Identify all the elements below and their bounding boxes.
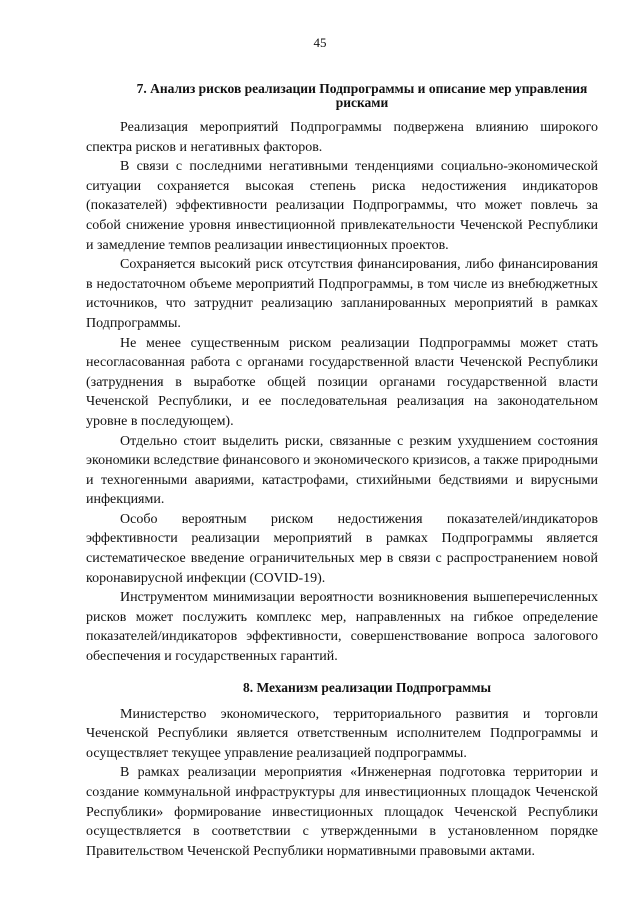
section-7-paragraph: Отдельно стоит выделить риски, связанные с резким ухудшением состояния экономики вследствие финансового и экономического кризисов, а также природными и техногенными авариями, катастрофами, стихийными бедствиями и вирусными инфекциями. [86, 433, 598, 508]
section-7-paragraph: Особо вероятным риском недостижения показателей/индикаторов эффективности реализации мероприятий в рамках Подпрограммы является систематическое введение ограничительных мер в связи с распространением новой коронавирусной инфекции (COVID-19). [86, 511, 598, 586]
section-7-paragraph: Инструментом минимизации вероятности возникновения вышеперечисленных рисков может послужить комплекс мер, направленных на гибкое определение показателей/индикаторов эффективности, совершенствование вопроса залогового обеспечения и государственных гарантий. [86, 590, 598, 665]
section-7-paragraph: Сохраняется высокий риск отсутствия финансирования, либо финансирования в недостаточном объеме мероприятий Подпрограммы, в том числе из внебюджетных источников, что затруднит реализацию запланированных мероприятий в рамках Подпрограммы. [86, 257, 598, 331]
section-8-paragraph: Министерство экономического, территориального развития и торговли Чеченской Республики является ответственным исполнителем Подпрограммы и осуществляет текущее управление реализацией подпрограммы. [86, 706, 598, 761]
section-8-paragraph: В рамках реализации мероприятия «Инженерная подготовка территории и создание коммунальной инфраструктуры для инвестиционных площадок Чеченской Республики» формирование инвестиционных площадок Чеченской Республики осуществляется в соответствии с утвержденными в установленном порядке Правительством Чеченской Республики нормативными правовыми актами. [86, 765, 598, 859]
page-content [86, 82, 598, 861]
section-7-paragraph: В связи с последними негативными тенденциями социально-экономической ситуации сохраняется высокая степень риска недостижения индикаторов (показателей) эффективности реализации Подпрограммы, что может повлечь за собой снижение уровня инвестиционной привлекательности Чеченской Республики и замедление темпов реализации инвестиционных проектов. [86, 159, 598, 253]
section-8-heading: 8. Механизм реализации Подпрограммы [242, 679, 492, 695]
page-number: 45 [313, 35, 327, 50]
section-7-paragraph: Не менее существенным риском реализации Подпрограммы может стать несогласованная работа с органами государственной власти Чеченской Республики (затруднения в выработке общей позиции органами государственной власти Чеченской Республики, и ее последовательная реализация на законодательном уровне в последующем). [86, 335, 598, 429]
section-7-heading: 7. Анализ рисков реализации Подпрограммы и описание мер управления рисками [136, 81, 588, 110]
section-7-paragraph: Реализация мероприятий Подпрограммы подвержена влиянию широкого спектра рисков и негативных факторов. [86, 120, 598, 155]
